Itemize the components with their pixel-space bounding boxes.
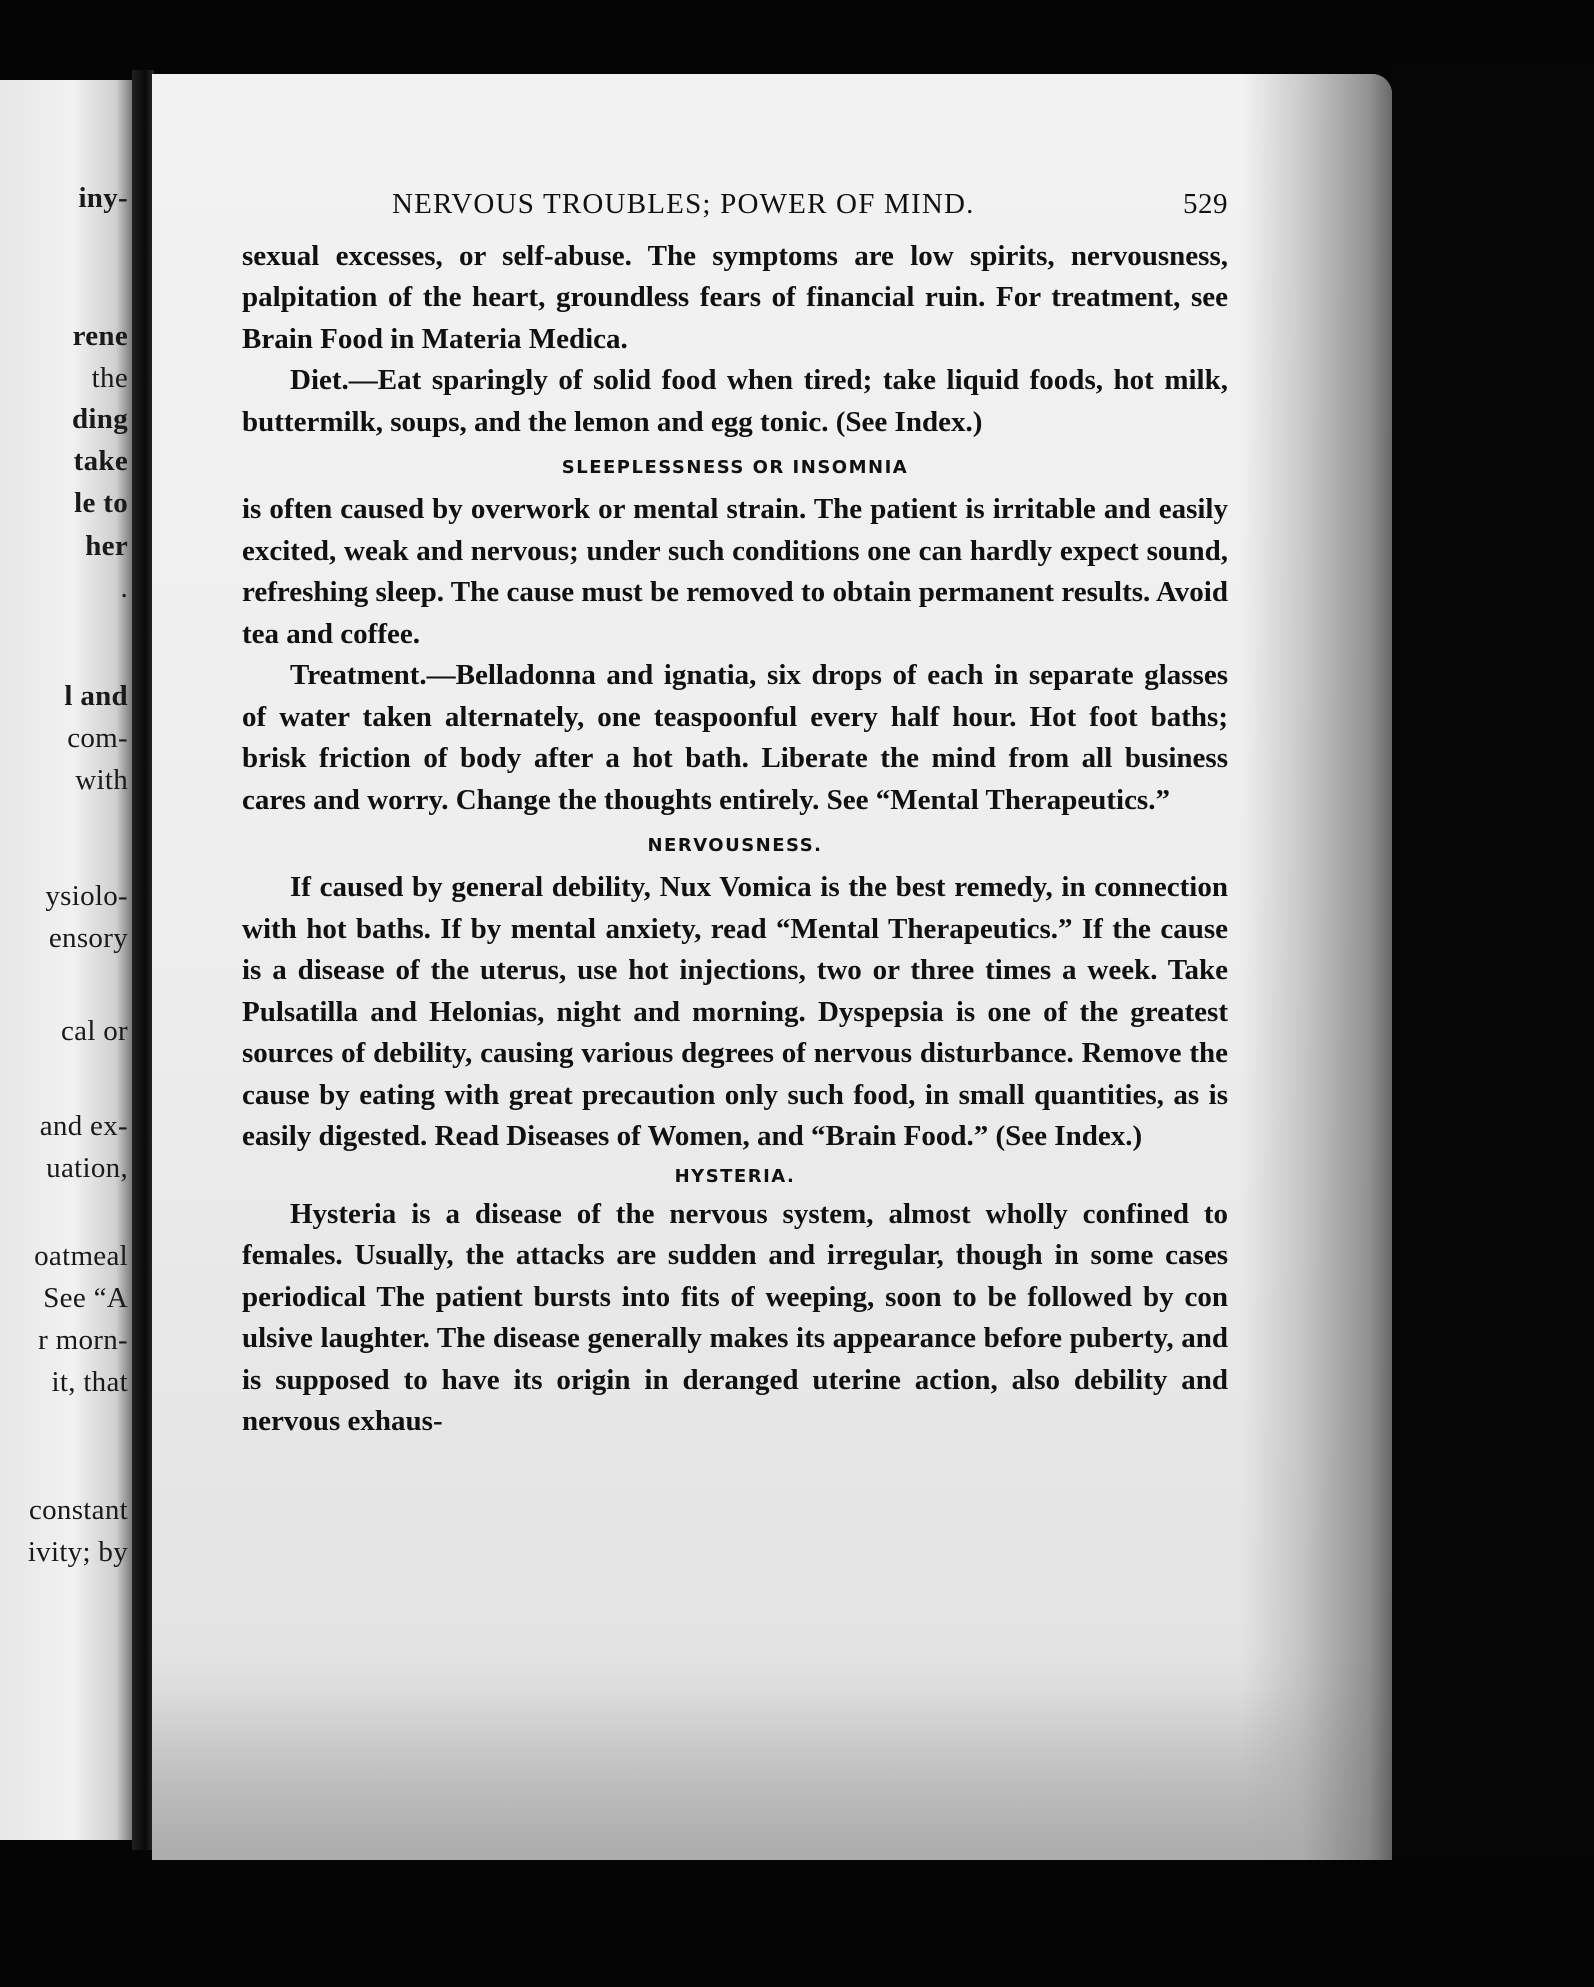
- heading-hysteria: HYSTERIA.: [674, 1165, 796, 1187]
- previous-page-text-fragment: l and: [64, 680, 128, 712]
- previous-page-text-fragment: ding: [71, 403, 128, 435]
- paragraph-hysteria: Hysteria is a disease of the nervous system, almost wholly confined to females. Usually, the attacks are sudden and irregular, though in some cases periodical The patient bursts into fits of weeping, soon to be followed by con ulsive laughter. The disease generally makes its appearance before puberty, and is supposed to have its origin in deranged uterine action, also debility and nervous exhaus-: [242, 1197, 1228, 1437]
- previous-page-text-fragment: ysiolo-: [45, 880, 128, 912]
- heading-sleeplessness: SLEEPLESSNESS OR INSOMNIA: [561, 457, 909, 478]
- page-text: [242, 184, 1228, 1443]
- paragraph-continued: sexual excesses, or self-abuse. The symptoms are low spirits, nervousness, palpitation of the heart, groundless fears of financial ruin. For treatment, see Brain Food in Materia Medica.: [242, 239, 1228, 355]
- previous-page-text-fragment: with: [75, 764, 128, 796]
- previous-page-text-fragment: rene: [72, 320, 128, 352]
- previous-page-text-fragment: r morn-: [38, 1324, 128, 1356]
- previous-page-text-fragment: le to: [74, 487, 128, 519]
- previous-page-text-fragment: her: [85, 530, 128, 562]
- previous-page-fragment: [0, 80, 132, 1840]
- previous-page-text-fragment: uation,: [46, 1152, 128, 1184]
- book-page: [152, 74, 1392, 1869]
- page-number: 529: [1183, 188, 1228, 220]
- previous-page-text-fragment: See “A: [43, 1282, 128, 1314]
- previous-page-text-fragment: com-: [67, 722, 128, 754]
- book-gutter: [132, 70, 154, 1850]
- scan-border-right: [1392, 60, 1594, 1987]
- heading-nervousness: NERVOUSNESS.: [647, 835, 823, 856]
- paragraph-sleeplessness: is often caused by overwork or mental strain. The patient is irritable and easily excited, weak and nervous; under such conditions one can hardly expect sound, refreshing sleep. The cause must be removed to obtain permanent results. Avoid tea and coffee.: [242, 493, 1228, 650]
- previous-page-text-fragment: ivity; by: [27, 1536, 128, 1568]
- paragraph-nervousness: If caused by general debility, Nux Vomica is the best remedy, in connection with hot baths. If by mental anxiety, read “Mental Therapeutics.” If the cause is a disease of the uterus, use hot injections, two or three times a week. Take Pulsatilla and Helonias, night and morning. Dyspepsia is one of the greatest sources of debility, causing various degrees of nervous disturbance. Remove the cause by eating with great precaution only such food, in small quantities, as is easily digested. Read Diseases of Women, and “Brain Food.” (See Index.): [242, 871, 1228, 1152]
- paragraph-diet: Diet.—Eat sparingly of solid food when tired; take liquid foods, hot milk, buttermilk, soups, and the lemon and egg tonic. (See Index.): [242, 364, 1228, 438]
- previous-page-text-fragment: cal or: [60, 1015, 128, 1047]
- previous-page-text-fragment: the: [91, 362, 128, 394]
- previous-page-text-fragment: ensory: [48, 922, 128, 954]
- previous-page-text-fragment: iny-: [78, 182, 128, 214]
- previous-page-text-fragment: it, that: [51, 1366, 128, 1398]
- scan-border-bottom: [0, 1860, 1594, 1987]
- running-head-title: NERVOUS TROUBLES; POWER OF MIND.: [392, 188, 975, 220]
- previous-page-text-fragment: oatmeal: [34, 1240, 128, 1272]
- previous-page-text-fragment: and ex-: [39, 1110, 128, 1142]
- previous-page-text-fragment: .: [120, 572, 128, 604]
- previous-page-text-fragment: constant: [28, 1494, 128, 1526]
- previous-page-text-fragment: take: [73, 445, 128, 477]
- running-head: [242, 184, 1228, 226]
- paragraph-treatment: Treatment.—Belladonna and ignatia, six drops of each in separate glasses of water taken alternately, one teaspoonful every half hour. Hot foot baths; brisk friction of body after a hot bath. Liberate the mind from all business cares and worry. Change the thoughts entirely. See “Mental Therapeutics.”: [242, 659, 1228, 816]
